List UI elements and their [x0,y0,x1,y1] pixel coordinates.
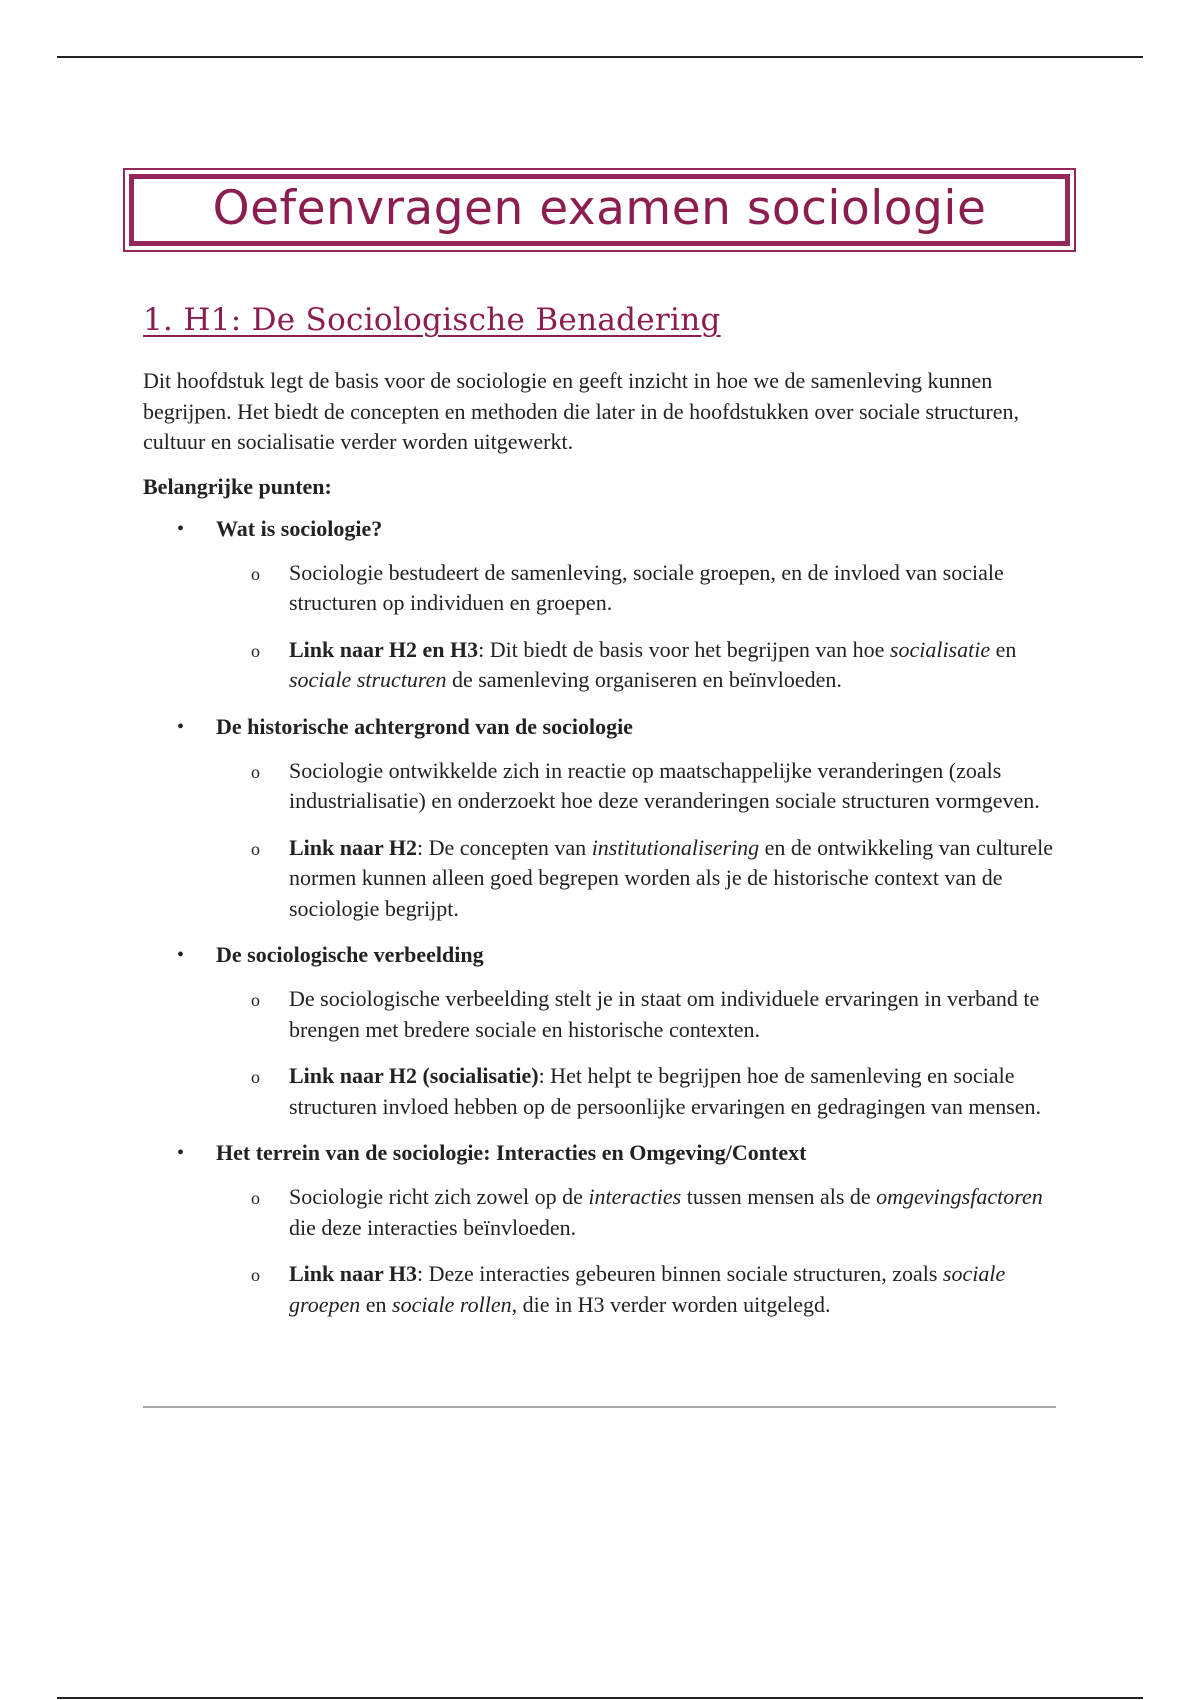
text-run: , die in H3 verder worden uitgelegd. [511,1291,831,1317]
sub-item [216,558,1058,619]
text-run: : De concepten van [416,834,592,860]
section-heading: 1. H1: De Sociologische Benadering [143,302,721,338]
key-points-label: Belangrijke punten: [143,473,332,499]
sub-bullet-icon: o [251,1188,260,1208]
emphasis-italic: interacties [588,1184,682,1209]
bullet-icon: • [177,1142,185,1164]
sub-bullet-icon: o [251,1265,260,1285]
topic-title: Het terrein van de sociologie: Interacties en Omgeving/Context [216,1140,807,1165]
document-body [143,296,1058,1336]
title-frame [123,168,1076,252]
page-bottom-rule [57,1697,1143,1699]
text-run: die deze interacties beïnvloeden. [289,1214,577,1240]
text-run: en [990,636,1017,662]
text-run: de samenleving organiseren en beïnvloeden. [446,667,842,692]
emphasis-italic: omgevingsfactoren [876,1184,1043,1209]
title-frame-inner [129,174,1070,246]
emphasis-italic: sociale rollen [392,1291,512,1317]
topic-item [143,1138,1058,1320]
sub-bullet-icon: o [251,990,260,1010]
text-run: Sociologie bestudeert de samenleving, sociale groepen, en de invloed van sociale structuren op individuen en groepen. [289,559,1004,615]
sub-item [216,984,1058,1045]
intro-paragraph: Dit hoofdstuk legt de basis voor de sociologie en geeft inzicht in hoe we de samenleving kunnen begrijpen. Het biedt de concepten en methoden die later in de hoofdstukken over sociale structuren, cultuur en socialisatie verder worden uitgewerkt. [143,368,1020,454]
emphasis-italic: sociale structuren [289,667,447,692]
topic-list [143,514,1058,1321]
topic-item [143,514,1058,696]
text-run: : Het helpt te begrijpen hoe de samenleving en sociale structuren invloed hebben op de persoonlijke ervaringen en gedragingen van mensen. [289,1063,1042,1119]
topic-title: Wat is sociologie? [216,515,383,541]
text-run: tussen mensen als de [681,1184,877,1209]
sub-bullet-icon: o [251,761,260,782]
emphasis-bold: Link naar H2 [289,834,417,860]
emphasis-italic: institutionalisering [591,834,760,860]
section-end-rule [143,1406,1056,1408]
bullet-icon: • [177,944,185,966]
text-run: De sociologische verbeelding stelt je in staat om individuele ervaringen in verband te brengen met bredere sociale en historische contexten. [289,986,1040,1042]
sub-item [216,635,1058,696]
text-run: Sociologie richt zich zowel op de [289,1184,589,1209]
topic-title: De historische achtergrond van de sociologie [216,713,633,739]
text-run: Sociologie ontwikkelde zich in reactie op maatschappelijke veranderingen (zoals industrialisatie) en onderzoekt hoe deze veranderingen sociale structuren vormgeven. [289,757,1040,813]
emphasis-italic: sociale groepen [289,1261,1006,1317]
page-top-rule [57,56,1143,58]
emphasis-italic: socialisatie [889,636,991,662]
sub-bullet-icon: o [251,838,260,859]
bullet-icon: • [177,517,185,540]
topic-item [143,940,1058,1122]
sub-item [216,756,1058,817]
sub-bullet-icon: o [251,640,260,661]
text-run: : Deze interacties gebeuren binnen sociale structuren, zoals [416,1261,943,1286]
sub-bullet-icon: o [251,563,260,584]
emphasis-bold: Link naar H3 [289,1261,417,1286]
text-run: en de ontwikkeling van culturele normen kunnen alleen goed begrepen worden als je de historische context van de sociologie begrijpt. [289,834,1054,921]
emphasis-bold: Link naar H2 en H3 [289,636,479,662]
sub-item [216,1061,1058,1122]
sub-bullet-icon: o [251,1067,260,1087]
sub-item [216,1259,1058,1320]
bullet-icon: • [177,715,185,738]
sub-item [216,1182,1058,1243]
emphasis-bold: Link naar H2 (socialisatie) [289,1063,539,1088]
sub-item [216,833,1058,925]
topic-title: De sociologische verbeelding [216,942,484,967]
text-run: en [360,1291,393,1317]
text-run: : Dit biedt de basis voor het begrijpen van hoe [478,636,890,662]
topic-item [143,712,1058,925]
document-title: Oefenvragen examen sociologie [212,181,987,236]
